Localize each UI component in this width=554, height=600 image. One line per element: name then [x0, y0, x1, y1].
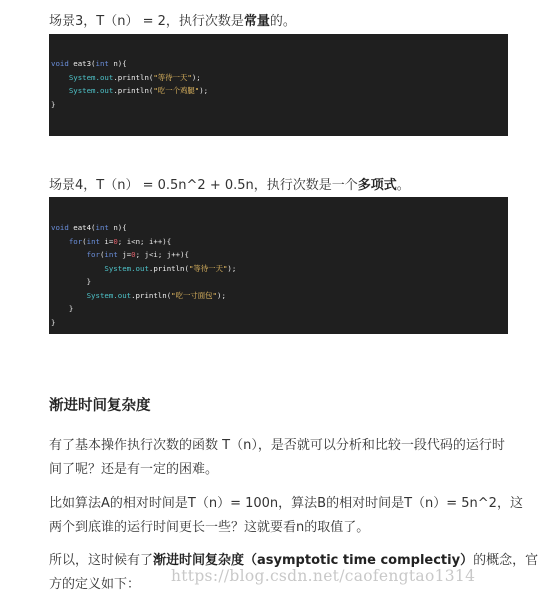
code-line: }: [51, 99, 56, 109]
paragraph-3-line-2: 方的定义如下：: [49, 577, 141, 592]
code-line: System.out.println("等待一天");: [104, 263, 237, 273]
paragraph-1-line-2: 间了呢？还是有一定的困难。: [49, 462, 219, 477]
scene3-emphasis: 常量: [243, 14, 270, 29]
paragraph-3-emphasis: 渐进时间复杂度（asymptotic time complectiy）: [153, 553, 474, 568]
code-line: System.out.println("吃一寸面包");: [86, 290, 226, 300]
scene4-emphasis: 多项式: [357, 178, 397, 193]
code-line: for(int j=0; j<i; j++){: [86, 250, 189, 259]
code-line: }: [51, 317, 56, 327]
code-line: void eat4(int n){: [51, 223, 127, 232]
paragraph-2: [49, 492, 523, 540]
scene4-text: [49, 174, 410, 198]
code-line: }: [86, 277, 92, 286]
watermark: https://blog.csdn.net/caofengtao1314: [171, 567, 476, 585]
section-heading: 渐进时间复杂度: [49, 398, 151, 414]
code-line: void eat3(int n){: [51, 59, 127, 68]
scene3-text: [49, 10, 296, 34]
scene3-suffix: 的。: [269, 14, 296, 29]
paragraph-2-line-1: 比如算法A的相对时间是T（n）= 100n，算法B的相对时间是T（n）= 5n^2，这: [49, 496, 523, 511]
code-block-eat4: [49, 197, 508, 334]
paragraph-3-suffix: 的概念，官: [473, 553, 539, 568]
code-line: }: [68, 304, 74, 313]
scene3-prefix: 场景3，T（n） = 2，执行次数是: [49, 14, 244, 29]
code-line: for(int i=0; i<n; i++){: [68, 236, 172, 246]
scene4-suffix: 。: [396, 178, 410, 193]
paragraph-3-prefix: 所以，这时候有了: [49, 553, 154, 568]
code-line: System.out.println("等待一天");: [68, 72, 201, 82]
code-block-eat3: [49, 34, 508, 136]
paragraph-2-line-2: 两个到底谁的运行时间更长一些？这就要看n的取值了。: [49, 520, 370, 535]
scene4-prefix: 场景4，T（n） = 0.5n^2 + 0.5n，执行次数是一个: [49, 178, 358, 193]
paragraph-1-line-1: 有了基本操作执行次数的函数 T（n），是否就可以分析和比较一段代码的运行时: [49, 438, 505, 453]
code-line: System.out.println("吃一个鸡腿");: [68, 86, 209, 95]
paragraph-1: [49, 434, 505, 482]
